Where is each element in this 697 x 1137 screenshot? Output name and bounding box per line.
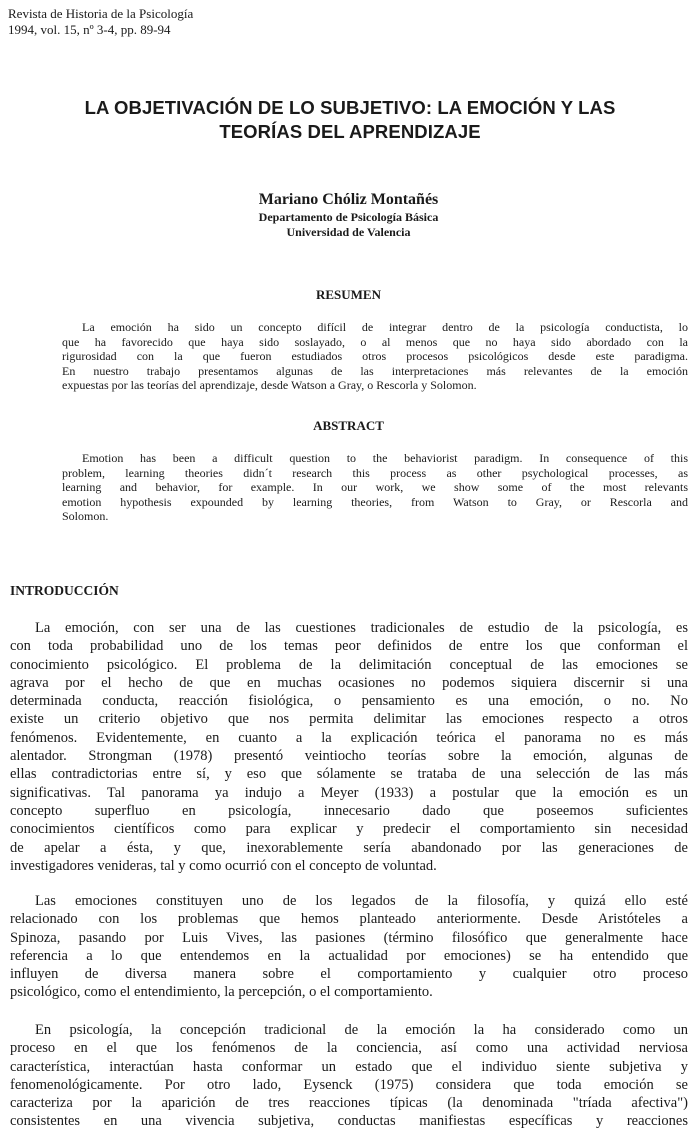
article-title-line-2: TEORÍAS DEL APRENDIZAJE (219, 121, 481, 142)
paragraph-line: psicológico, como el entendimiento, la percepción, o el comportamiento. (10, 984, 433, 1001)
paragraph-line: existe un criterio objetivo que nos permita delimitar las emociones respecto a otros (10, 711, 688, 728)
paragraph-line: fenomenológicamente. Por otro lado, Eysenck (1975) considera que toda emoción se (10, 1076, 688, 1093)
author-affiliation (0, 210, 697, 240)
paragraph-line: investigadores venideras, tal y como ocurrió con el concepto de voluntad. (10, 857, 437, 874)
abstract-line: Emotion has been a difficult question to the behaviorist paradigm. In consequence of this (82, 451, 688, 465)
paragraph-line: proceso en el que los fenómenos de la conciencia, así como una actividad nerviosa (10, 1040, 688, 1057)
paragraph-line: característica, interactúan hasta conformar un estado que el individuo siente subjetiva y (10, 1058, 688, 1075)
abstract-line: learning and behavior, for example. In our work, we show some of the most relevants (62, 480, 688, 495)
paragraph-line: consistentes en una vivencia subjetiva, conductas manifiestas específicas y reacciones (10, 1113, 688, 1130)
abstract-line: emotion hypothesis expounded by learning theories, from Watson to Gray, or Rescorla and (62, 494, 688, 509)
journal-volume: 1994, vol. 15, nº 3-4, pp. 89-94 (8, 22, 171, 37)
introduccion-paragraph-3 (10, 1021, 688, 1131)
article-title-line-1: LA OBJETIVACIÓN DE LO SUBJETIVO: LA EMOCIÓN Y LAS (84, 97, 616, 118)
author-university: Universidad de Valencia (286, 225, 411, 239)
paragraph-line: con toda probabilidad uno de los temas peor definidos de entre los que conforman el (10, 638, 688, 655)
paragraph-line: fenómenos. Evidentemente, en cuanto a la explicación teórica el panorama no es más (10, 729, 688, 746)
paragraph-line: conocimientos científicos como para explicar y predecir el comportamiento sin necesidad (10, 821, 688, 838)
introduccion-paragraph-1 (10, 619, 688, 875)
resumen-line: expuestas por las teorías del aprendizaje, desde Watson a Gray, o Rescorla y Solomon. (62, 378, 477, 393)
paragraph-line: relacionado con los problemas que hemos planteado anteriormente. Desde Aristóteles a (10, 911, 688, 928)
paragraph-line: de apelar a ésta, y que, inexorablemente sería abandonado por las generaciones de (10, 839, 688, 856)
article-title (30, 96, 670, 144)
abstract-line: Solomon. (62, 509, 109, 524)
introduccion-heading: INTRODUCCIÓN (10, 583, 119, 598)
paragraph-line: conocimiento psicológico. El problema de la delimitación conceptual de las emociones se (10, 656, 688, 673)
resumen-line: La emoción ha sido un concepto difícil de integrar dentro de la psicología conductista, lo (82, 320, 688, 334)
paragraph-line: alentador. Strongman (1978) presentó veintiocho teorías sobre la emoción, algunas de (10, 748, 688, 765)
paragraph-line: determinada conducta, reacción fisiológica, o pensamiento es una emoción, o no. No (10, 693, 688, 710)
journal-name: Revista de Historia de la Psicología (8, 6, 194, 21)
paragraph-line: Spinoza, pasando por Luis Vives, las pasiones (término filosófico que generalmente hace (10, 929, 688, 946)
paragraph-line: influyen de diversa manera sobre el comportamiento y cualquier otro proceso (10, 966, 688, 983)
abstract-heading: ABSTRACT (313, 418, 384, 433)
author-name: Mariano Chóliz Montañés (258, 191, 439, 208)
paragraph-line: caracteriza por la aparición de tres reacciones típicas (la denominada "tríada afectiva") (10, 1095, 688, 1112)
paragraph-line: referencia a lo que entendemos en la actualidad por emociones) se ha entendido que (10, 947, 688, 964)
paragraph-line: La emoción, con ser una de las cuestiones tradicionales de estudio de la psicología, es (35, 620, 688, 636)
paragraph-line: concepto superfluo en psicología, innecesario dado que poseemos suficientes (10, 802, 688, 819)
paragraph-line: Las emociones constituyen uno de los legados de la filosofía, y quizá ello esté (35, 893, 688, 909)
journal-citation (8, 6, 193, 38)
resumen-line: que ha favorecido que haya sido soslayado, o al menos que no haya sido abordado con la (62, 334, 688, 349)
introduccion-paragraph-2 (10, 892, 688, 1002)
resumen-line: rigurosidad con la que fueron estudiados otros procesos psicológicos desde este paradigma. (62, 349, 688, 364)
paragraph-line: significativas. Tal panorama ya indujo a Meyer (1933) a postular que la emoción es un (10, 784, 688, 801)
resumen-text (62, 320, 688, 393)
paragraph-line: agrava por el hecho de que en muchas ocasiones no podemos siquiera discernir si una (10, 674, 688, 691)
abstract-text (62, 451, 688, 524)
paragraph-line: En psicología, la concepción tradicional de la emoción la ha considerado como un (35, 1022, 688, 1038)
resumen-line: En nuestro trabajo presentamos algunas de las interpretaciones más relevantes de la emoción (62, 363, 688, 378)
abstract-line: problem, learning theories didn´t research this process as other psychological processes, as (62, 465, 688, 480)
author-department: Departamento de Psicología Básica (258, 210, 439, 224)
resumen-heading: RESUMEN (315, 287, 381, 302)
paragraph-line: ellas contradictorias entre sí, y eso que sólamente se trataba de una selección de las más (10, 766, 688, 783)
